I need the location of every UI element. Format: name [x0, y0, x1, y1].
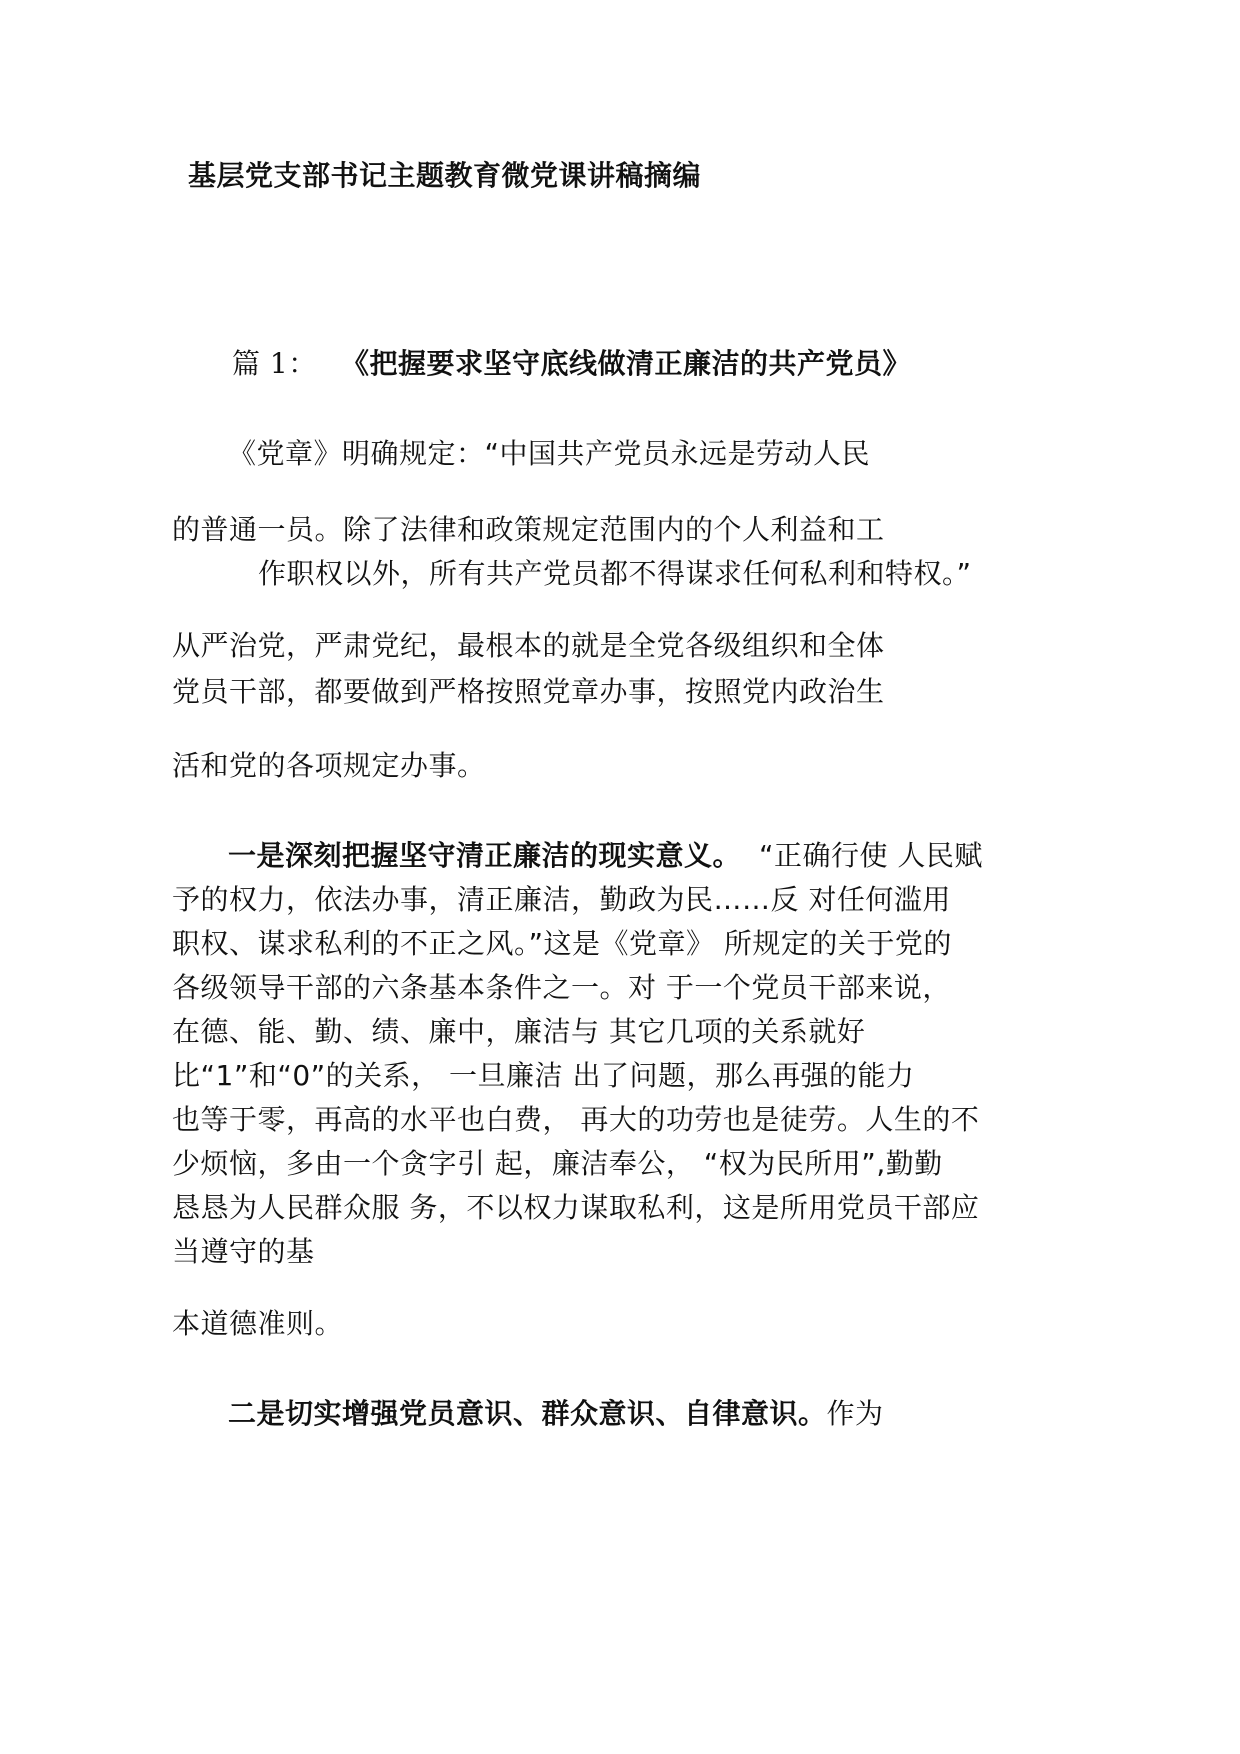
paragraph-3-line-8: 少烦恼，多由一个贪字引 起，廉洁奉公， “权为民所用”,勤勤 [172, 1147, 943, 1180]
chapter-heading [232, 346, 911, 382]
paragraph-3-line-6: 比“1”和“0”的关系， 一旦廉洁 出了问题，那么再强的能力 [172, 1059, 915, 1092]
paragraph-3-line-9: 恳恳为人民群众服 务，不以权力谋取私利，这是所用党员干部应 [172, 1191, 980, 1224]
paragraph-3-heading: 一是深刻把握坚守清正廉洁的现实意义。 [228, 839, 742, 872]
paragraph-1-line-3: 作职权以外，所有共产党员都不得谋求任何私利和特权。” [258, 557, 972, 590]
paragraph-2-line-3: 活和党的各项规定办事。 [172, 749, 486, 782]
paragraph-3-line-11: 本道德准则。 [172, 1307, 344, 1340]
paragraph-3-line-1-rest: “正确行使 人民赋 [759, 839, 983, 872]
paragraph-2-line-2: 党员干部，都要做到严格按照党章办事，按照党内政治生 [172, 675, 885, 708]
paragraph-1-line-2: 的普通一员。除了法律和政策规定范围内的个人利益和工 [172, 513, 885, 546]
paragraph-4-line-1-rest: 作为 [826, 1397, 884, 1430]
paragraph-1-line-1: 《党章》明确规定：“中国共产党员永远是劳动人民 [228, 437, 871, 470]
paragraph-3-line-10: 当遵守的基 [172, 1235, 315, 1268]
paragraph-3-line-2: 予的权力，依法办事，清正廉洁，勤政为民……反 对任何滥用 [172, 883, 951, 916]
paragraph-3-line-4: 各级领导干部的六条基本条件之一。对 于一个党员干部来说， [172, 971, 951, 1004]
paragraph-4-heading: 二是切实增强党员意识、群众意识、自律意识。 [228, 1397, 827, 1430]
chapter-prefix: 篇 1： [232, 347, 317, 380]
paragraph-3-line-7: 也等于零，再高的水平也白费， 再大的功劳也是徒劳。人生的不 [172, 1103, 980, 1136]
chapter-title: 《把握要求坚守底线做清正廉洁的共产党员》 [340, 347, 911, 380]
paragraph-4-line-1 [228, 1396, 884, 1432]
paragraph-3-line-3: 职权、谋求私利的不正之风。”这是《党章》 所规定的关于党的 [172, 927, 952, 960]
paragraph-3-line-5: 在德、能、勤、绩、廉中，廉洁与 其它几项的关系就好 [172, 1015, 866, 1048]
paragraph-3-line-1 [228, 838, 983, 874]
paragraph-2-line-1: 从严治党，严肃党纪，最根本的就是全党各级组织和全体 [172, 629, 885, 662]
document-title: 基层党支部书记主题教育微党课讲稿摘编 [188, 159, 702, 192]
